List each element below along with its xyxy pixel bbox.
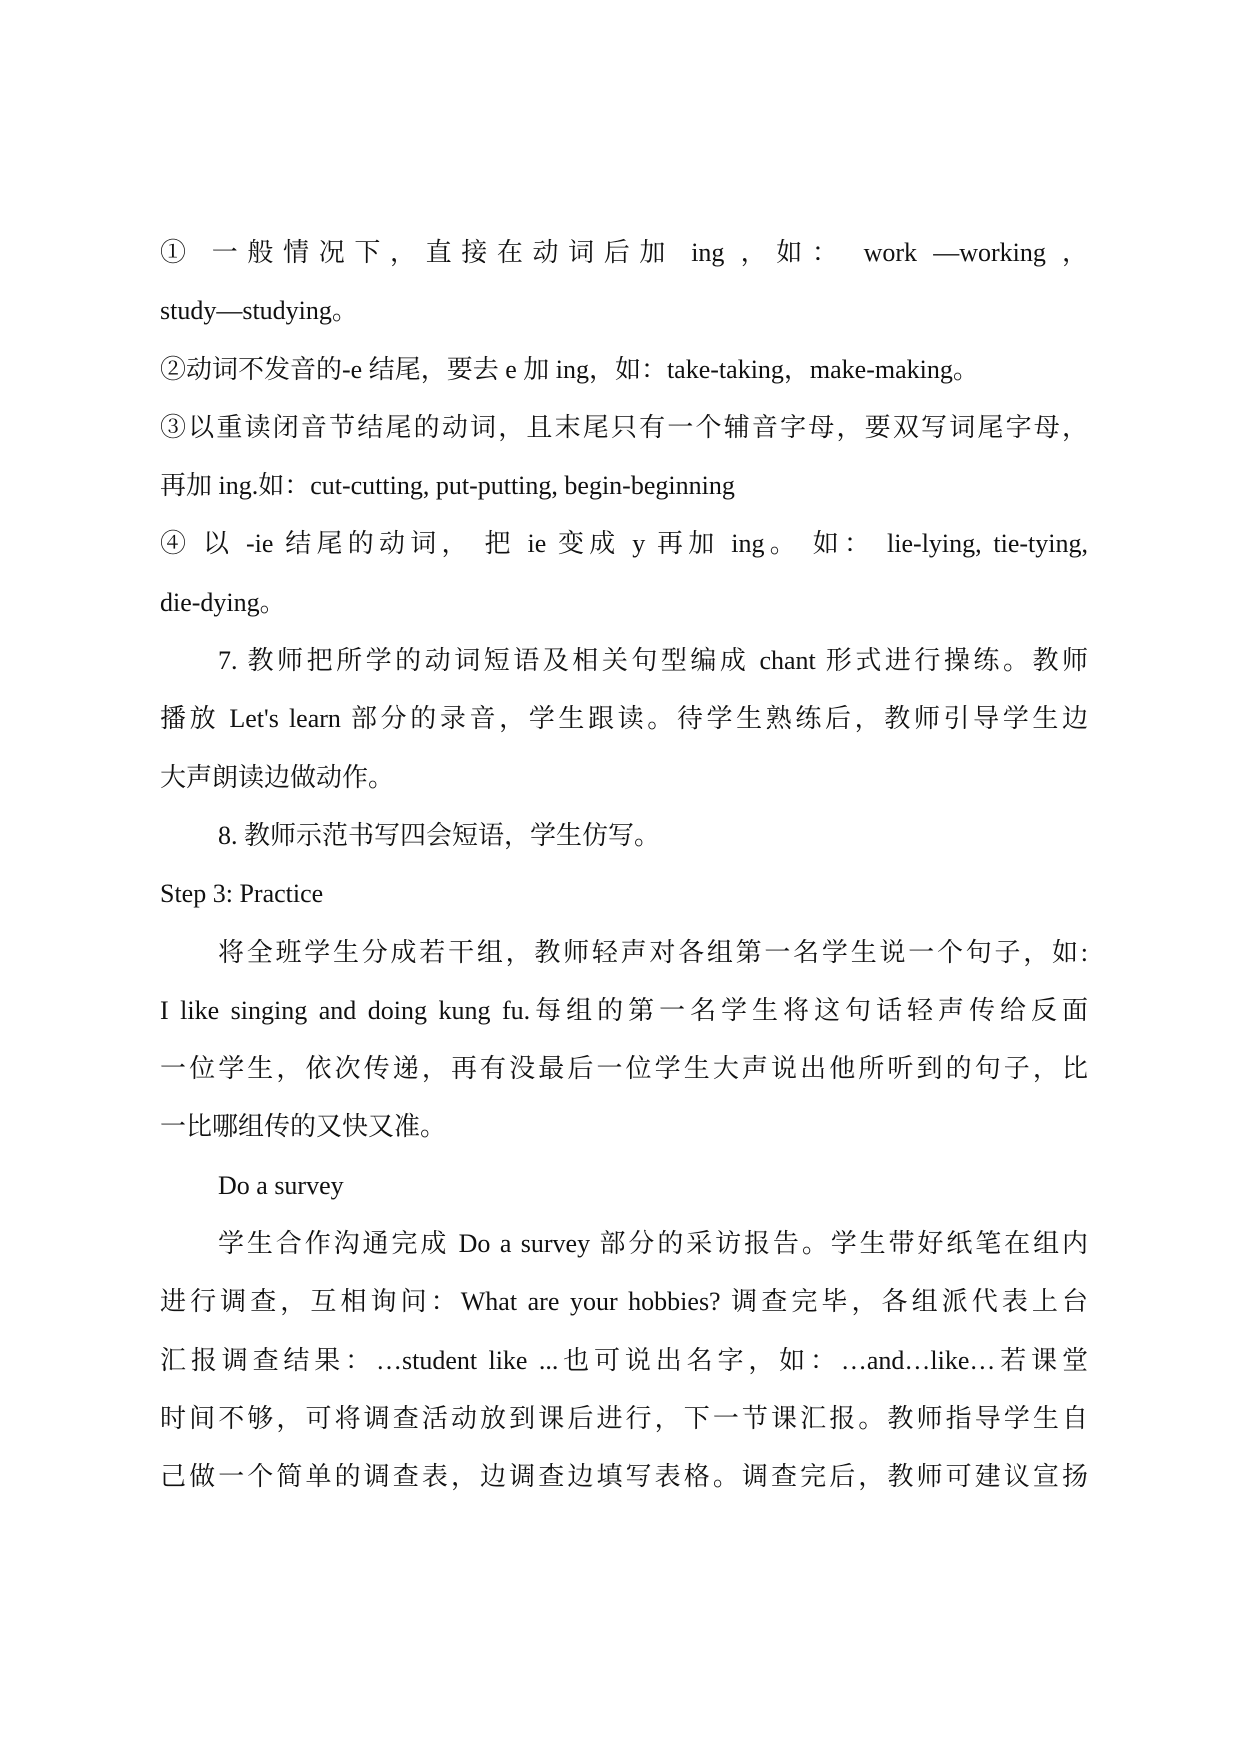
- section-heading-practice: Step 3: Practice: [160, 879, 324, 909]
- rule-3-continuation: 再加 ing.如：cut-cutting, put-putting, begin-beginning: [160, 471, 735, 501]
- document-page: [160, 224, 1088, 1507]
- rule-2-line: ②动词不发音的-e 结尾，要去 e 加 ing，如：take-taking，make-making。: [160, 354, 979, 384]
- rule-4-line: ④ 以 -ie 结尾的动词， 把 ie 变成 y 再加 ing。 如： lie-lying, tie-tying,: [160, 529, 1088, 559]
- step-7-line-2: 播放 Let's learn 部分的录音，学生跟读。待学生熟练后，教师引导学生边: [160, 704, 1088, 734]
- step-8-line: 8. 教师示范书写四会短语，学生仿写。: [218, 820, 661, 850]
- practice-line-1: 将全班学生分成若干组，教师轻声对各组第一名学生说一个句子，如:: [218, 937, 1088, 967]
- survey-line-4: 时间不够，可将调查活动放到课后进行，下一节课汇报。教师指导学生自: [160, 1403, 1088, 1433]
- practice-line-2: I like singing and doing kung fu.每组的第一名学生将这句话轻声传给反面: [160, 995, 1088, 1025]
- survey-line-2: 进行调查，互相询问：What are your hobbies? 调查完毕，各组派代表上台: [160, 1287, 1088, 1317]
- practice-line-3: 一位学生，依次传递，再有没最后一位学生大声说出他所听到的句子，比: [160, 1054, 1088, 1084]
- subheading-survey: Do a survey: [218, 1170, 344, 1200]
- rule-3-line: ③以重读闭音节结尾的动词，且末尾只有一个辅音字母，要双写词尾字母，: [160, 412, 1088, 442]
- rule-1-line: ① 一般情况下，直接在动词后加 ing ，如： work —working ，: [160, 238, 1088, 267]
- rule-1-continuation: study—studying。: [160, 296, 358, 326]
- rule-4-continuation: die-dying。: [160, 587, 286, 617]
- survey-line-3: 汇报调查结果：…student like ...也可说出名字，如：…and…like…若课堂: [160, 1345, 1088, 1375]
- step-7-line-1: 7. 教师把所学的动词短语及相关句型编成 chant 形式进行操练。教师: [218, 646, 1088, 676]
- survey-line-1: 学生合作沟通完成 Do a survey 部分的采访报告。学生带好纸笔在组内: [218, 1229, 1088, 1259]
- practice-line-4: 一比哪组传的又快又准。: [160, 1112, 447, 1142]
- survey-line-5: 己做一个简单的调查表，边调查边填写表格。调查完后，教师可建议宣扬: [160, 1462, 1088, 1492]
- step-7-line-3: 大声朗读边做动作。: [160, 762, 395, 792]
